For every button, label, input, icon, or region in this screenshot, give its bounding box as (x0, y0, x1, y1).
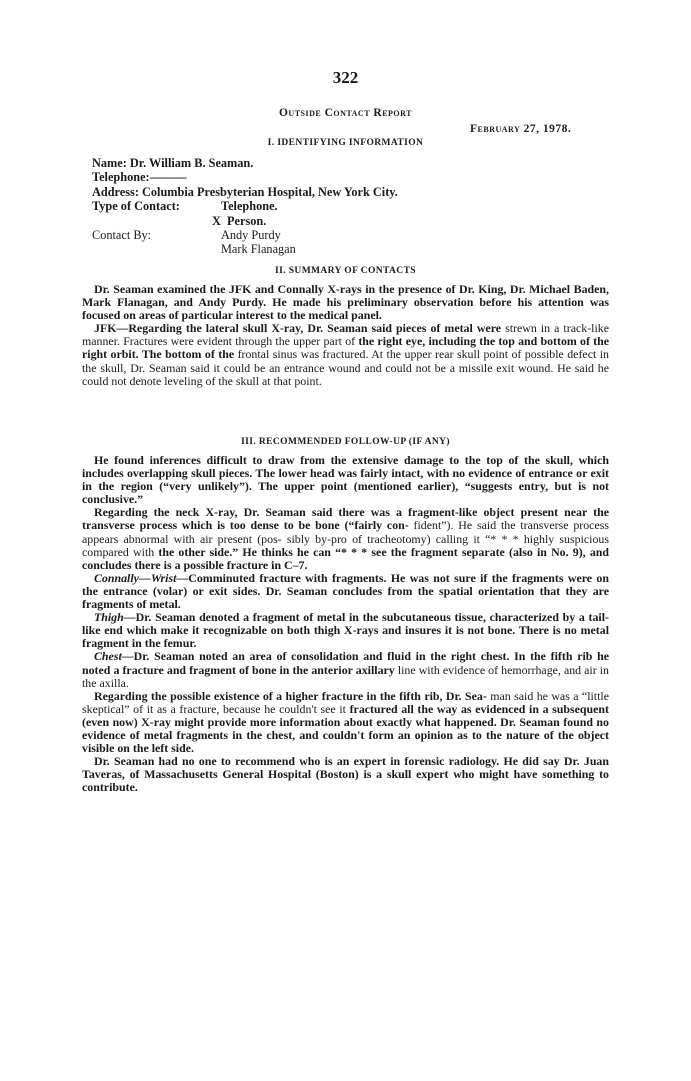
contact-by-purdy: Andy Purdy (221, 228, 281, 243)
contact-by-label: Contact By: (92, 228, 152, 243)
contact-by-flanagan: Mark Flanagan (221, 242, 296, 257)
summary-p2-line-4: frontal sinus was fractured. At the upper rear skull point of possible defect in the skull, Dr. Seaman said it could be an entrance wound and could not be a missile exit wound. He said he could not denote leveling of the skull at that point. (82, 347, 609, 388)
section-heading-summary: II. SUMMARY OF CONTACTS (275, 266, 416, 276)
followup-paragraph-connally (82, 572, 609, 611)
thigh-text: Dr. Seaman denoted a fragment of metal in the subcutaneous tissue, characterized by a tail-like end which make it recognizable on both thigh X-rays and insures it is not bone. There is no metal fragment in the femur. (82, 610, 609, 651)
connally-wrist-lead: Connally—Wrist— (94, 570, 189, 585)
page-number: 322 (332, 68, 359, 87)
address-label: Address: (92, 184, 139, 199)
summary-p2-line-2: strewn in a track-like manner. Fractures were evident through the upper part of (82, 321, 609, 349)
summary-p2-line-1: JFK—Regarding the lateral skull X-ray, Dr. Seaman said pieces of metal were (94, 321, 502, 336)
contact-type-person-row (92, 214, 398, 228)
section-heading-identifying: I. IDENTIFYING INFORMATION (267, 138, 424, 148)
telephone-row (92, 170, 398, 184)
followup-p2-line-1: Regarding the neck X-ray, Dr. Seaman said there was a fragment-like object present near the transverse process which is too dense to be bone (“fairly con- (82, 505, 609, 533)
summary-paragraph-1: Dr. Seaman examined the JFK and Connally X-rays in the presence of Dr. King, Dr. Michael Baden, Mark Flanagan, and Andy Purdy. He made his preliminary observation before his attention was focused on areas of particular interest to the medical panel. (82, 282, 609, 323)
chest-text: Dr. Seaman noted an area of consolidation and fluid in the right chest. In the fifth rib he noted a fracture and fragment of bone in the anterior axillary (82, 649, 609, 677)
summary-paragraph-2 (82, 322, 609, 387)
identifying-information (92, 156, 398, 257)
name-row (92, 156, 398, 170)
name-value: Dr. William B. Seaman. (129, 156, 254, 170)
contact-type-label: Type of Contact: (92, 199, 180, 214)
contact-type-row (92, 199, 398, 213)
chest-lead: Chest— (94, 649, 134, 664)
contact-type-mark: X (212, 213, 221, 228)
section-heading-followup: III. RECOMMENDED FOLLOW-UP (IF ANY) (241, 437, 450, 447)
summary-of-contacts (82, 283, 609, 388)
followup-paragraph-final: Dr. Seaman had no one to recommend who is an expert in forensic radiology. He did say Dr. Juan Taveras, of Massachusetts General Hospital (Boston) is a skull expert who might have something to contribute. (82, 754, 609, 795)
address-row (92, 185, 398, 199)
contact-by-row (92, 228, 398, 242)
followup-paragraph-thigh (82, 611, 609, 650)
thigh-lead: Thigh— (94, 610, 136, 625)
fifth-rib-line-3: fractured all the way as evidenced in a subsequent (even now) X-ray might provide more information about exactly what happened. Dr. Seaman found no evidence of metal fragments in the chest, and couldn't form an opinion as to the nature of the object visible on the left side. (82, 701, 609, 756)
followup-paragraph-2 (82, 506, 609, 571)
followup-p2-line-3: sibly by-pro of tracheotomy) calling it “* * * highly suspicious compared with (82, 531, 609, 559)
followup-paragraph-fifth-rib (82, 690, 609, 755)
report-date: February 27, 1978. (470, 123, 572, 135)
contact-by-row-2 (92, 242, 398, 256)
contact-type-option-person: Person. (227, 213, 267, 228)
chest-text-2: line with evidence of hemorrhage, and air in the axilla. (82, 662, 609, 690)
address-value: Columbia Presbyterian Hospital, New York City. (142, 184, 398, 199)
followup-p2-line-4: the other side.” He thinks he can “* * * see the fragment separate (also in No. 9), and concludes there is a possible fracture in C–7. (82, 544, 609, 572)
name-label: Name: (92, 156, 127, 170)
telephone-value: ——— (149, 170, 187, 185)
followup-paragraph-chest (82, 650, 609, 689)
fifth-rib-line-1: Regarding the possible existence of a higher fracture in the fifth rib, Dr. Sea- (94, 688, 487, 703)
followup-paragraph-1: He found inferences difficult to draw from the extensive damage to the top of the skull, which includes overlapping skull pieces. The lower head was fairly intact, with no evidence of entrance or exit in the region (“very unlikely”). The upper point (mentioned earlier), “suggests entry, but is not conclusive.” (82, 453, 609, 507)
telephone-label: Telephone: (92, 170, 150, 185)
connally-wrist-text: Comminuted fracture with fragments. He was not sure if the fragments were on the entrance (volar) or exit sides. Dr. Seaman concludes from the spatial orientation that they are fragments of metal. (82, 570, 609, 612)
contact-type-option-telephone: Telephone. (221, 199, 278, 214)
recommended-follow-up (82, 454, 609, 794)
fifth-rib-line-2: man said he was a “little skeptical” of it as a fracture, because he couldn't see it (82, 688, 609, 716)
report-title: Outside Contact Report (278, 107, 412, 119)
followup-p2-line-2: fident”). He said the transverse process appears abnormal with air present (pos- (82, 518, 609, 546)
summary-p2-line-3: the right eye, including the top and bottom of the right orbit. The bottom of the (82, 334, 610, 362)
